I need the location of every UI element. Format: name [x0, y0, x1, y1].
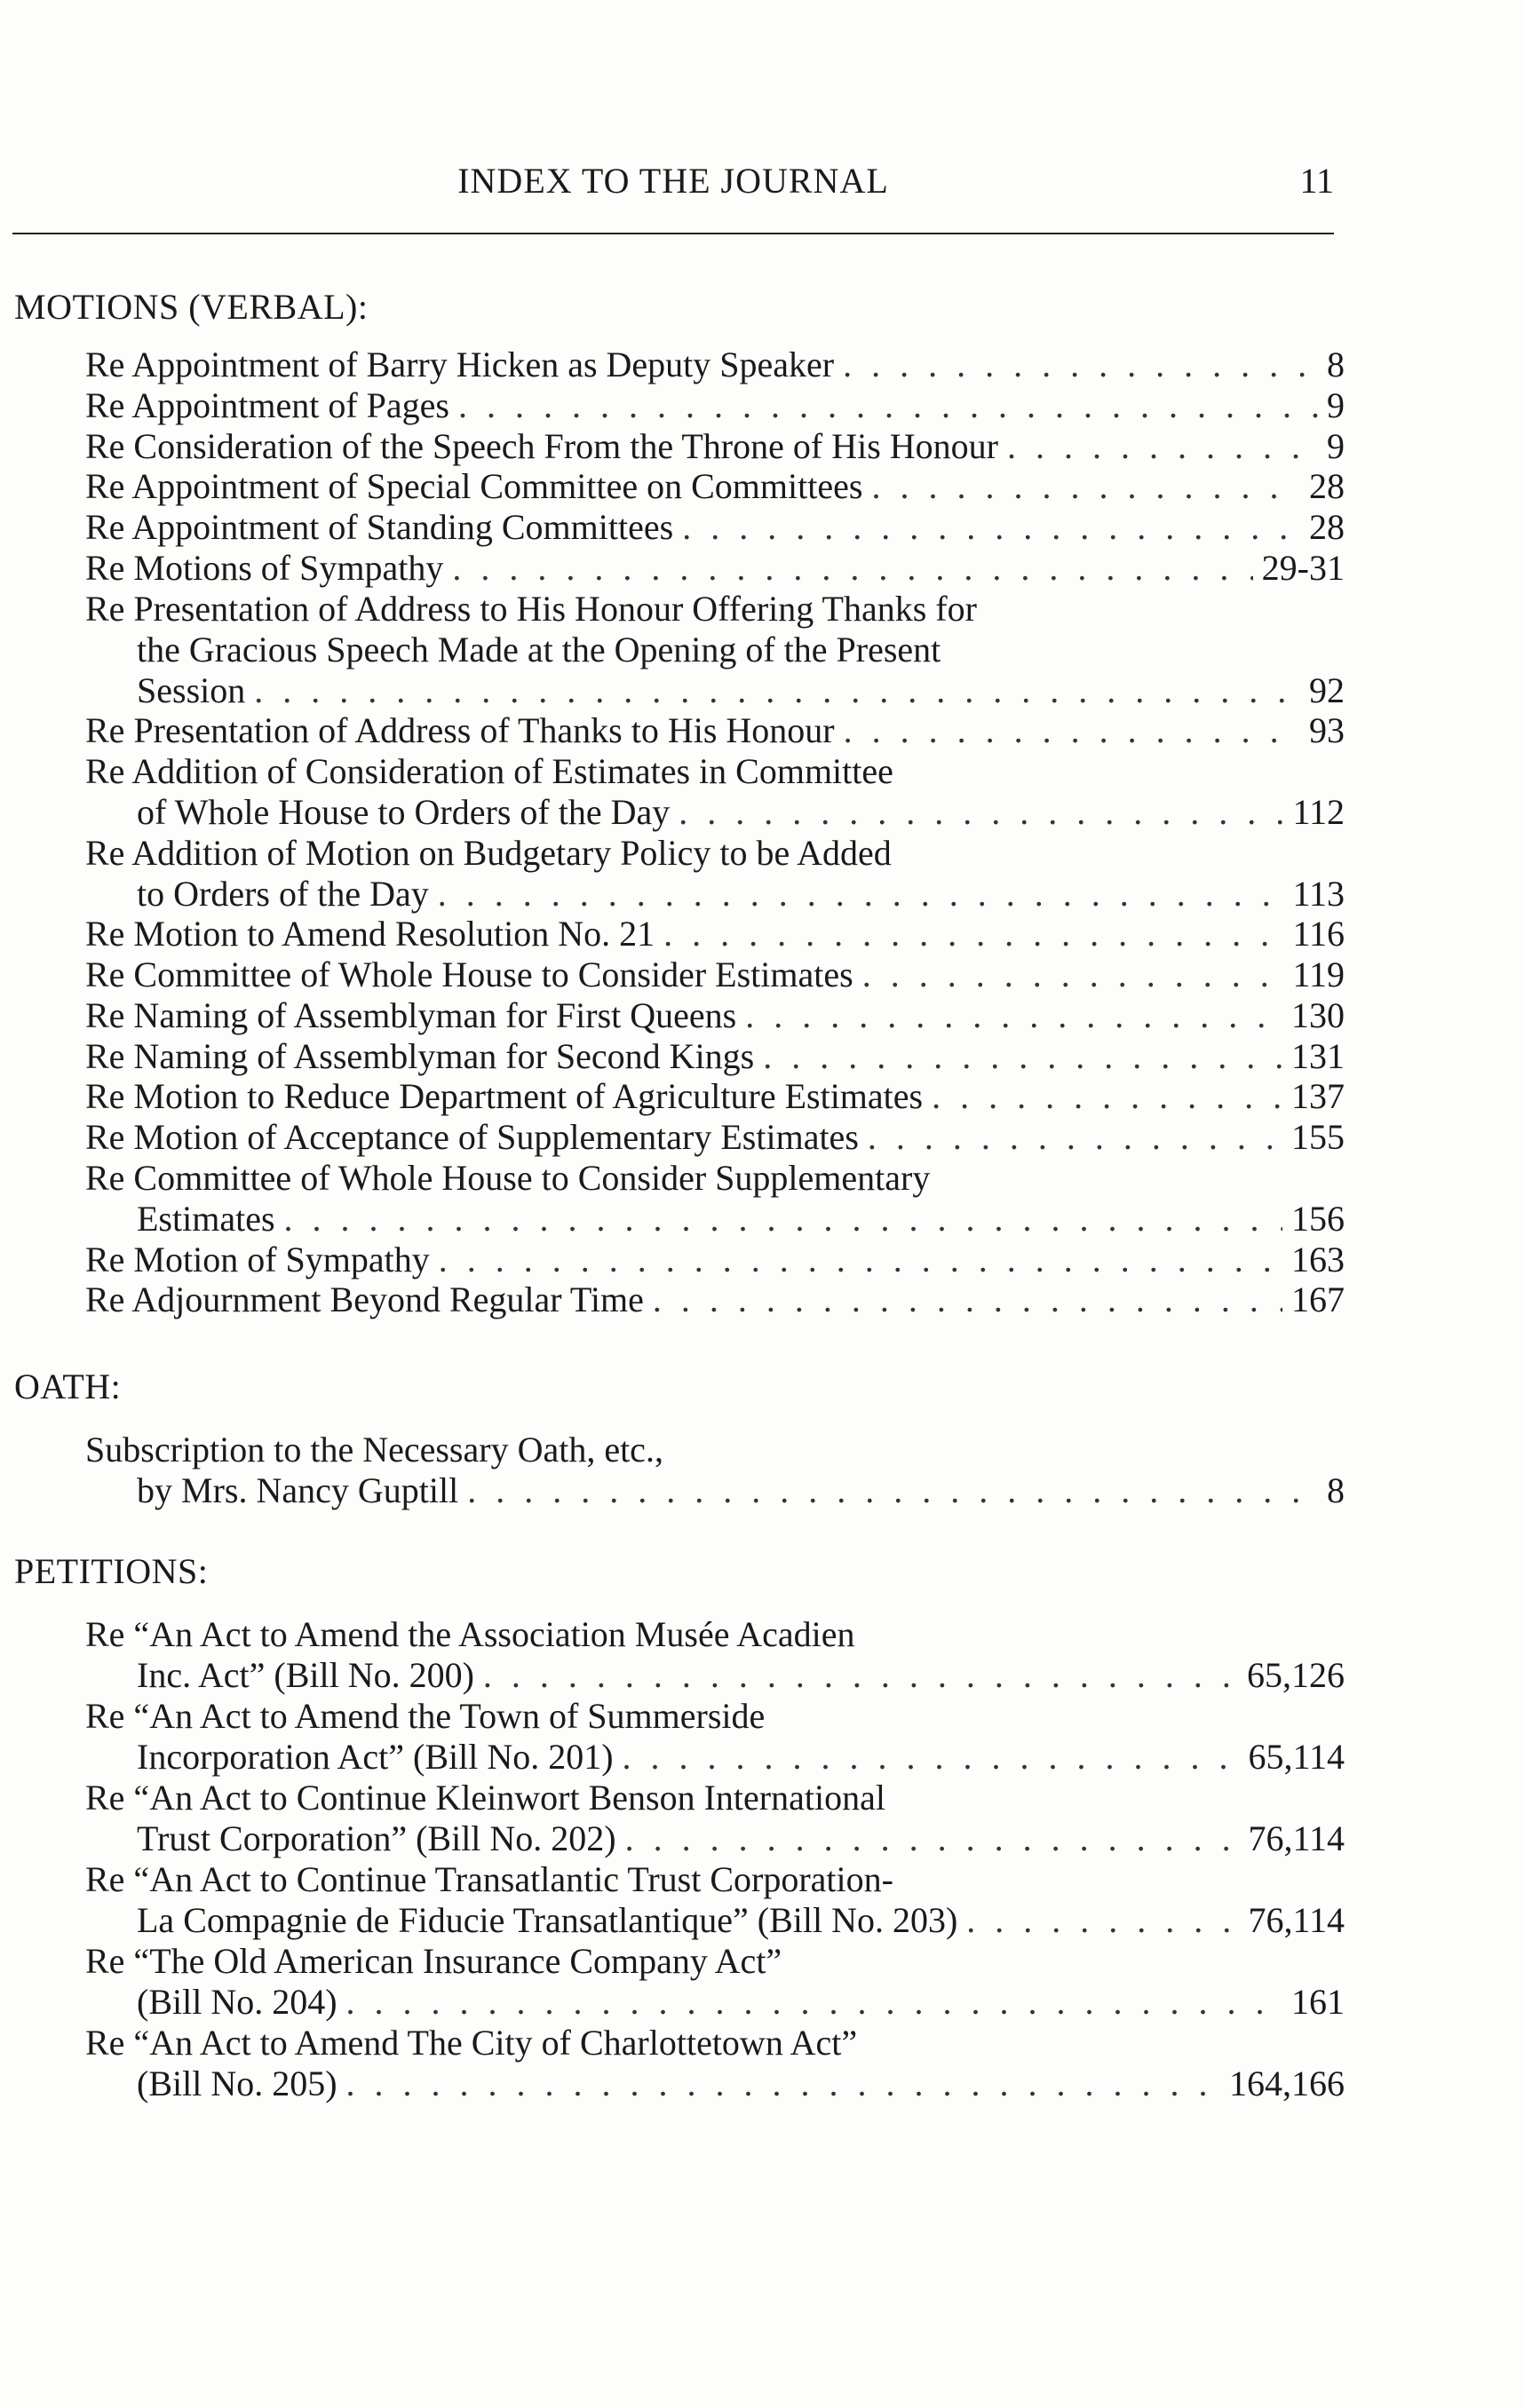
- entry-line: [0, 2023, 1524, 2063]
- entry-page-reference: 93: [1309, 710, 1345, 751]
- entry-final-line: [0, 2063, 1524, 2104]
- index-entry: [0, 2023, 1524, 2104]
- entry-final-line: [0, 548, 1524, 589]
- entry-page-reference: 156: [1291, 1199, 1345, 1239]
- leader-row: [85, 385, 1345, 426]
- entry-text: Incorporation Act” (Bill No. 201): [137, 1737, 614, 1777]
- index-entry: [0, 507, 1524, 548]
- index-entry: [0, 1430, 1524, 1511]
- entry-text: Re Appointment of Barry Hicken as Deputy Speaker: [85, 345, 835, 384]
- entry-text: to Orders of the Day: [137, 873, 429, 914]
- dot-leader: [1007, 426, 1318, 467]
- entry-text: Re Adjournment Beyond Regular Time: [85, 1279, 644, 1320]
- entry-text: Re Presentation of Address to His Honour Offering Thanks for: [85, 588, 977, 629]
- leader-row: [85, 1117, 1345, 1158]
- leader-row: [85, 345, 1345, 385]
- entry-page-reference: 65,114: [1248, 1737, 1345, 1777]
- entry-page-reference: 161: [1291, 1982, 1345, 2022]
- dot-leader: [439, 1240, 1282, 1280]
- index-entry: [0, 914, 1524, 954]
- entry-text: Re Naming of Assemblyman for Second Kings: [85, 1035, 755, 1076]
- entry-text: La Compagnie de Fiducie Transatlantique” (Bill No. 203): [137, 1900, 958, 1940]
- leader-row: [85, 1076, 1345, 1117]
- entry-final-line: [0, 507, 1524, 548]
- entry-final-line: [0, 954, 1524, 995]
- index-entry: [0, 1240, 1524, 1280]
- leader-row: [85, 426, 1345, 467]
- index-entry: [0, 1158, 1524, 1240]
- entry-final-line: [0, 1199, 1524, 1240]
- section-heading-oath: OATH:: [14, 1366, 122, 1406]
- leader-row: [85, 1240, 1345, 1280]
- entry-text: Re “An Act to Amend the Town of Summerside: [85, 1696, 766, 1736]
- entry-text: Re “An Act to Amend The City of Charlottetown Act”: [85, 2023, 858, 2063]
- entry-text: Re Appointment of Pages: [85, 384, 449, 425]
- entry-text: (Bill No. 205): [137, 2063, 337, 2103]
- dot-leader: [763, 1036, 1282, 1077]
- dot-leader: [871, 466, 1300, 507]
- dot-leader: [467, 1470, 1318, 1511]
- index-entry: [0, 1614, 1524, 1696]
- index-entry: [0, 710, 1524, 751]
- entry-text: Estimates: [137, 1199, 275, 1239]
- entry-page-reference: 130: [1291, 994, 1345, 1035]
- entry-line: [0, 1614, 1524, 1655]
- index-entry: [0, 345, 1524, 385]
- index-entry: [0, 385, 1524, 426]
- entry-final-line: [0, 345, 1524, 385]
- entry-text: Re Motions of Sympathy: [85, 548, 444, 588]
- entry-text: Re Naming of Assemblyman for First Queens: [85, 994, 737, 1035]
- entry-line: [0, 833, 1524, 874]
- dot-leader: [663, 914, 1283, 954]
- leader-row: [85, 1279, 1345, 1320]
- entry-final-line: [0, 1818, 1524, 1859]
- dot-leader: [653, 1279, 1282, 1320]
- page-title: INDEX TO THE JOURNAL: [457, 161, 889, 201]
- entry-text: Re Motion to Reduce Department of Agriculture Estimates: [85, 1076, 924, 1117]
- entry-line: [0, 1859, 1524, 1900]
- index-entry: [0, 954, 1524, 995]
- leader-row: [85, 507, 1345, 548]
- leader-row: [137, 874, 1345, 915]
- entry-text: Session: [137, 669, 246, 710]
- entry-line: [0, 1430, 1524, 1470]
- dot-leader: [483, 1655, 1238, 1696]
- dot-leader: [452, 548, 1252, 589]
- leader-row: [137, 1470, 1345, 1511]
- entry-text: Re “An Act to Continue Transatlantic Trust Corporation-: [85, 1859, 893, 1899]
- leader-row: [137, 792, 1345, 833]
- entry-page-reference: 9: [1327, 425, 1345, 466]
- entry-text: Re Motion of Acceptance of Supplementary Estimates: [85, 1117, 859, 1158]
- entry-text: Re “An Act to Amend the Association Musée Acadien: [85, 1614, 855, 1654]
- entry-page-reference: 65,126: [1247, 1655, 1345, 1695]
- dot-leader: [284, 1199, 1282, 1240]
- dot-leader: [623, 1737, 1240, 1778]
- dot-leader: [625, 1818, 1240, 1859]
- leader-row: [137, 2063, 1345, 2104]
- entry-page-reference: 167: [1291, 1279, 1345, 1320]
- entry-final-line: [0, 1036, 1524, 1077]
- entry-text: the Gracious Speech Made at the Opening of the Present: [137, 629, 941, 669]
- page-header: [12, 160, 1334, 210]
- dot-leader: [458, 385, 1318, 426]
- entry-text: by Mrs. Nancy Guptill: [137, 1470, 459, 1510]
- entry-page-reference: 92: [1309, 669, 1345, 710]
- entry-text: Re Consideration of the Speech From the Throne of His Honour: [85, 425, 998, 466]
- leader-row: [137, 1818, 1345, 1859]
- entry-page-reference: 8: [1327, 345, 1345, 384]
- entry-page-reference: 131: [1291, 1035, 1345, 1076]
- entry-page-reference: 164,166: [1229, 2063, 1345, 2103]
- entry-text: Subscription to the Necessary Oath, etc.,: [85, 1430, 663, 1469]
- entry-final-line: [0, 426, 1524, 467]
- entry-page-reference: 8: [1327, 1470, 1345, 1510]
- header-rule: [12, 233, 1334, 234]
- entry-final-line: [0, 792, 1524, 833]
- entry-final-line: [0, 1240, 1524, 1280]
- leader-row: [137, 1737, 1345, 1778]
- entry-text: Inc. Act” (Bill No. 200): [137, 1655, 474, 1695]
- index-entry: [0, 589, 1524, 711]
- index-entry: [0, 1279, 1524, 1320]
- section-heading-petitions: PETITIONS:: [14, 1551, 209, 1591]
- index-entry: [0, 1696, 1524, 1778]
- dot-leader: [966, 1900, 1239, 1941]
- index-entry: [0, 1076, 1524, 1117]
- entry-page-reference: 29-31: [1261, 548, 1345, 588]
- entry-page-reference: 119: [1292, 954, 1345, 994]
- entry-page-reference: 113: [1292, 873, 1345, 914]
- entry-page-reference: 9: [1327, 384, 1345, 425]
- entry-page-reference: 116: [1292, 914, 1345, 954]
- index-entry: [0, 751, 1524, 833]
- entry-final-line: [0, 914, 1524, 954]
- entry-final-line: [0, 995, 1524, 1036]
- entry-page-reference: 163: [1291, 1239, 1345, 1279]
- entry-line: [0, 1941, 1524, 1982]
- entry-line: [0, 1158, 1524, 1199]
- index-entry: [0, 995, 1524, 1036]
- dot-leader: [843, 345, 1318, 385]
- entry-text: Re Appointment of Special Committee on Committees: [85, 466, 863, 507]
- entry-text: (Bill No. 204): [137, 1982, 337, 2022]
- entry-page-reference: 28: [1309, 466, 1345, 507]
- entry-text: Re Motion of Sympathy: [85, 1239, 430, 1279]
- entry-final-line: [0, 1117, 1524, 1158]
- entry-final-line: [0, 1470, 1524, 1511]
- leader-row: [85, 1036, 1345, 1077]
- leader-row: [85, 466, 1345, 507]
- entry-final-line: [0, 670, 1524, 711]
- dot-leader: [346, 2063, 1220, 2104]
- index-entry: [0, 1117, 1524, 1158]
- index-entry: [0, 426, 1524, 467]
- dot-leader: [346, 1982, 1282, 2023]
- entry-final-line: [0, 1982, 1524, 2023]
- entry-page-reference: 112: [1292, 792, 1345, 832]
- leader-row: [137, 1982, 1345, 2023]
- index-entry: [0, 548, 1524, 589]
- leader-row: [137, 1655, 1345, 1696]
- entry-line: [0, 751, 1524, 792]
- dot-leader: [254, 670, 1300, 711]
- entry-line: [0, 589, 1524, 630]
- entry-line: [0, 1778, 1524, 1818]
- entry-final-line: [0, 466, 1524, 507]
- dot-leader: [438, 874, 1284, 915]
- entry-page-reference: 28: [1309, 507, 1345, 548]
- dot-leader: [862, 954, 1284, 995]
- dot-leader: [868, 1117, 1282, 1158]
- entry-line: [0, 1696, 1524, 1737]
- entry-text: Re Presentation of Address of Thanks to His Honour: [85, 710, 835, 751]
- page-number: 11: [1299, 161, 1334, 201]
- entry-text: Re Addition of Consideration of Estimates in Committee: [85, 751, 893, 791]
- entry-final-line: [0, 710, 1524, 751]
- dot-leader: [844, 710, 1300, 751]
- dot-leader: [682, 507, 1300, 548]
- entry-text: Re “An Act to Continue Kleinwort Benson International: [85, 1778, 885, 1818]
- entry-page-reference: 76,114: [1248, 1818, 1345, 1858]
- leader-row: [137, 670, 1345, 711]
- entry-final-line: [0, 1900, 1524, 1941]
- index-entry: [0, 1036, 1524, 1077]
- leader-row: [85, 995, 1345, 1036]
- entry-final-line: [0, 385, 1524, 426]
- entry-text: Re Addition of Motion on Budgetary Policy to be Added: [85, 832, 892, 873]
- index-entry: [0, 466, 1524, 507]
- index-entry: [0, 1859, 1524, 1941]
- entry-text: Re Committee of Whole House to Consider Supplementary: [85, 1158, 931, 1198]
- entry-page-reference: 76,114: [1248, 1900, 1345, 1940]
- entry-line: [0, 630, 1524, 670]
- leader-row: [137, 1199, 1345, 1240]
- dot-leader: [679, 792, 1283, 833]
- leader-row: [85, 710, 1345, 751]
- entry-text: Re Appointment of Standing Committees: [85, 507, 674, 548]
- leader-row: [85, 548, 1345, 589]
- entry-final-line: [0, 1655, 1524, 1696]
- entry-final-line: [0, 1279, 1524, 1320]
- leader-row: [85, 954, 1345, 995]
- entry-text: Re “The Old American Insurance Company Act”: [85, 1941, 782, 1981]
- entry-final-line: [0, 1737, 1524, 1778]
- entry-text: Re Committee of Whole House to Consider Estimates: [85, 954, 853, 994]
- entry-page-reference: 155: [1291, 1117, 1345, 1158]
- leader-row: [85, 914, 1345, 954]
- section-heading-motions: MOTIONS (VERBAL):: [14, 287, 369, 327]
- dot-leader: [745, 995, 1282, 1036]
- dot-leader: [932, 1076, 1282, 1117]
- entry-text: of Whole House to Orders of the Day: [137, 792, 671, 832]
- index-entry: [0, 833, 1524, 915]
- entry-final-line: [0, 1076, 1524, 1117]
- entry-final-line: [0, 874, 1524, 915]
- index-entry: [0, 1941, 1524, 2023]
- entry-text: Re Motion to Amend Resolution No. 21: [85, 914, 655, 954]
- index-entry: [0, 1778, 1524, 1859]
- leader-row: [137, 1900, 1345, 1941]
- entry-text: Trust Corporation” (Bill No. 202): [137, 1818, 616, 1858]
- entry-page-reference: 137: [1291, 1076, 1345, 1117]
